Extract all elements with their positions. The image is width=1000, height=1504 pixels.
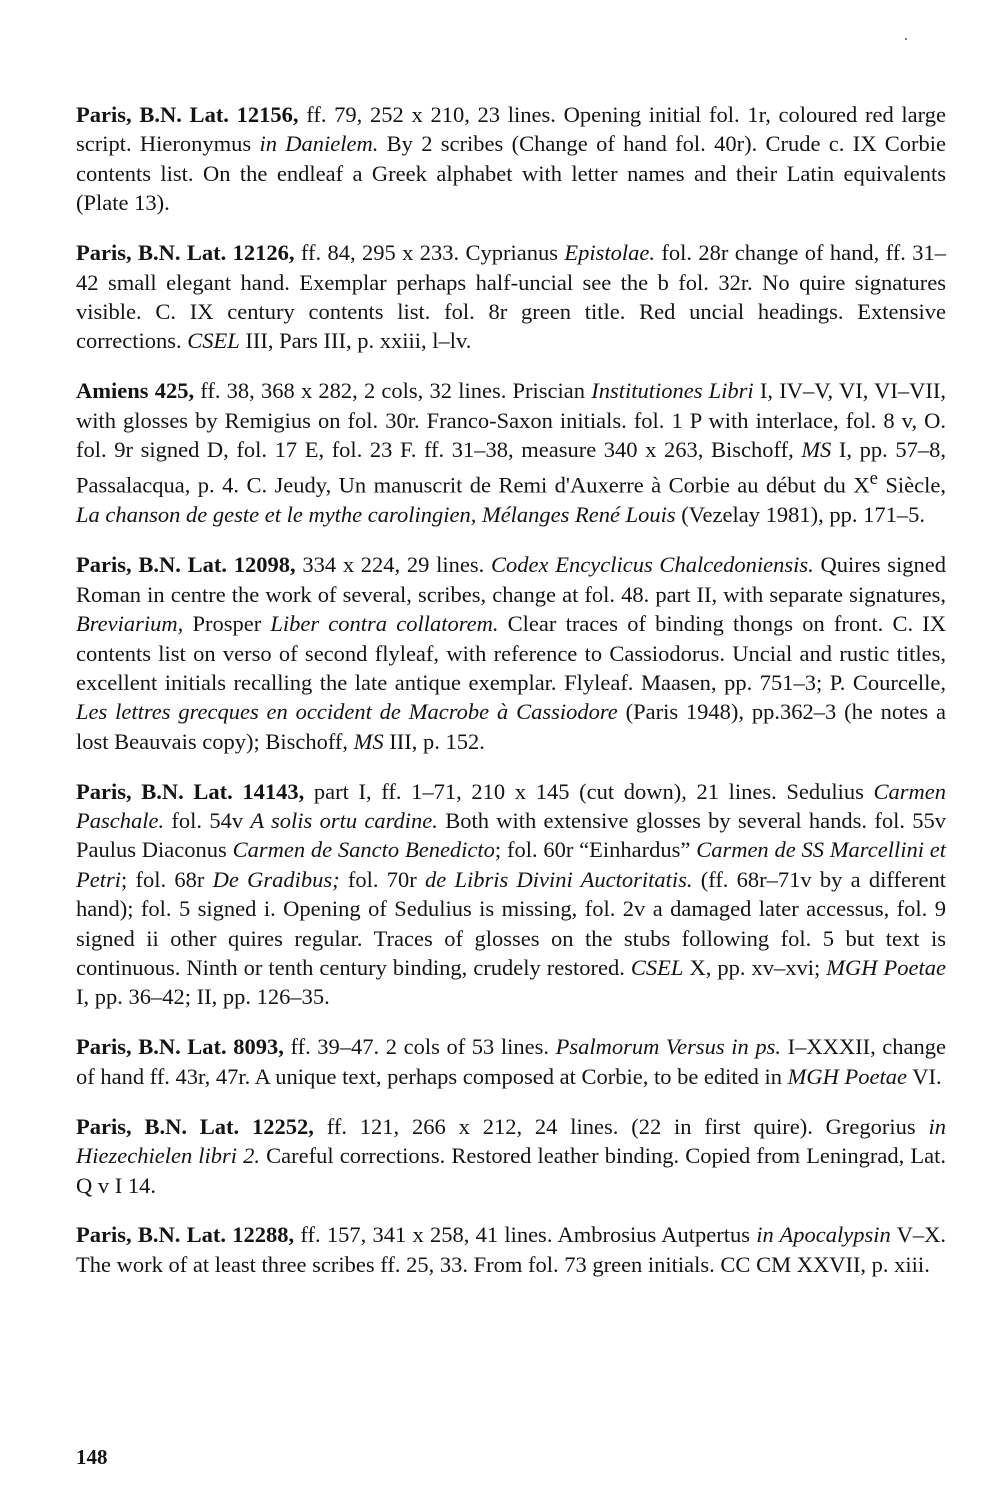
superscript: e xyxy=(869,468,878,490)
entry-text: (Vezelay 1981), pp. 171–5. xyxy=(675,502,925,528)
catalogue-entry xyxy=(76,238,946,356)
italic-title: CSEL xyxy=(187,328,240,354)
italic-title: MGH Poetae xyxy=(826,955,946,981)
shelfmark: Paris, B.N. Lat. 12098, xyxy=(76,552,296,578)
entry-text: ; fol. 60r “Einhardus” xyxy=(494,837,697,863)
entry-text: ff. 79, 252 x 210, 23 lines. Opening initial fol. 1r, coloured red large script. Hieronymus xyxy=(76,102,946,157)
entry-text: 334 x 224, 29 lines. xyxy=(295,552,492,578)
italic-title: Carmen de SS Marcellini et Petri xyxy=(76,837,946,892)
italic-title: CSEL xyxy=(630,955,684,981)
italic-title: de Libris Divini Auctoritatis. xyxy=(425,866,693,892)
entry-text: III, Pars III, p. xxiii, l–lv. xyxy=(239,328,472,354)
catalogue-entry xyxy=(76,1220,946,1279)
italic-title: in Hiezechielen libri 2. xyxy=(76,1113,947,1169)
italic-title: MS xyxy=(353,728,384,754)
shelfmark: Paris, B.N. Lat. 12288, xyxy=(76,1222,295,1248)
shelfmark: Paris, B.N. Lat. 12126, xyxy=(76,240,295,266)
entry-text: ff. 121, 266 x 212, 24 lines. (22 in first quire). Gregorius xyxy=(313,1113,929,1139)
italic-title: Institutiones Libri xyxy=(591,378,754,404)
catalogue-entry xyxy=(76,1032,946,1091)
italic-title: Epistolae. xyxy=(564,240,655,266)
entry-text: (Paris 1948), pp.362–3 (he notes a lost Beauvais copy); Bischoff, xyxy=(76,699,946,754)
entry-text: Both with extensive glosses by several hands. fol. 55v Paulus Diaconus xyxy=(76,808,946,863)
italic-title: in Danielem. xyxy=(259,131,379,157)
entry-text: Clear traces of binding thongs on front. C. IX contents list on verso of second flyleaf, with reference to Cassiodorus. Uncial and rustic titles, excellent initials recalling the late antique exemplar. Flyleaf. Maasen, pp. 751–3; P. Courcelle, xyxy=(76,611,946,695)
entry-text: fol. 54v xyxy=(164,808,251,834)
entry-text: I, pp. 57–8, Passalacqua, p. 4. C. Jeudy, Un manuscrit de Remi d'Auxerre à Corbie au début du X xyxy=(76,437,946,498)
italic-title: Breviarium, xyxy=(76,611,184,637)
shelfmark: Paris, B.N. Lat. 14143, xyxy=(76,778,305,804)
italic-title: La chanson de geste et le mythe carolingien, Mélanges René Louis xyxy=(76,502,676,528)
entry-text: Quires signed Roman in centre the work of several, scribes, change at fol. 48. part II, with separate signatures, xyxy=(76,552,947,607)
catalogue-entry xyxy=(76,376,946,530)
entry-text: Siècle, xyxy=(877,472,946,498)
entry-text: I–XXXII, change of hand ff. 43r, 47r. A unique text, perhaps composed at Corbie, to be edited in xyxy=(76,1034,946,1089)
shelfmark: Paris, B.N. Lat. 12252, xyxy=(76,1113,314,1139)
italic-title: MGH Poetae xyxy=(787,1063,908,1089)
page-body xyxy=(76,100,946,1300)
entry-text: Careful corrections. Restored leather binding. Copied from Leningrad, Lat. Q v I 14. xyxy=(76,1143,946,1198)
entry-text: VI. xyxy=(907,1063,942,1089)
entry-text: part I, ff. 1–71, 210 x 145 (cut down), 21 lines. Sedulius xyxy=(304,778,874,804)
italic-title: De Gradibus; xyxy=(212,866,340,892)
entry-text: III, p. 152. xyxy=(383,728,485,754)
shelfmark: Amiens 425, xyxy=(76,378,195,404)
italic-title: Liber contra collatorem. xyxy=(270,611,499,637)
entry-text: V–X. The work of at least three scribes ff. 25, 33. From fol. 73 green initials. CC CM XXVII, p. xiii. xyxy=(76,1222,946,1277)
entry-text: fol. 28r change of hand, ff. 31–42 small elegant hand. Exemplar perhaps half-uncial see the b fol. 32r. No quire signatures visible. C. IX century contents list. fol. 8r green title. Red uncial headings. Extensive corrections. xyxy=(76,240,946,354)
entry-text: (ff. 68r–71v by a different hand); fol. 5 signed i. Opening of Sedulius is missing, fol. 2v a damaged later accessus, fol. 9 signed ii other quires regular. Traces of glosses on the stubs following fol. 5 but text is continuous. Ninth or tenth century binding, crudely restored. xyxy=(76,866,946,981)
catalogue-entry xyxy=(76,100,946,218)
entry-text: ff. 39–47. 2 cols of 53 lines. xyxy=(283,1034,556,1060)
entry-text: ff. 84, 295 x 233. Cyprianus xyxy=(294,240,565,266)
entry-text: X, pp. xv–xvi; xyxy=(683,955,827,981)
entry-text: fol. 70r xyxy=(339,866,425,892)
entry-text: ff. 157, 341 x 258, 41 lines. Ambrosius Autpertus xyxy=(294,1222,757,1248)
italic-title: Psalmorum Versus in ps. xyxy=(555,1034,781,1060)
shelfmark: Paris, B.N. Lat. 8093, xyxy=(76,1034,284,1060)
entry-text: By 2 scribes (Change of hand fol. 40r). Crude c. IX Corbie contents list. On the endleaf a Greek alphabet with letter names and their Latin equivalents (Plate 13). xyxy=(76,131,946,216)
italic-title: A solis ortu cardine. xyxy=(250,808,438,834)
paper-speck xyxy=(905,38,907,40)
entry-text: ff. 38, 368 x 282, 2 cols, 32 lines. Priscian xyxy=(194,378,592,404)
italic-title: Les lettres grecques en occident de Macrobe à Cassiodore xyxy=(76,699,618,725)
entry-text: Prosper xyxy=(183,611,271,637)
entry-text: I, pp. 36–42; II, pp. 126–35. xyxy=(76,984,330,1010)
italic-title: Carmen de Sancto Benedicto xyxy=(232,837,495,863)
entry-text: ; fol. 68r xyxy=(121,866,213,892)
italic-title: Carmen Paschale. xyxy=(76,778,947,834)
catalogue-entry xyxy=(76,1112,946,1200)
italic-title: MS xyxy=(801,437,832,463)
page-number: 148 xyxy=(76,1445,108,1469)
italic-title: Codex Encyclicus Chalcedoniensis. xyxy=(491,552,814,578)
entry-text: I, IV–V, VI, VI–VII, with glosses by Remigius on fol. 30r. Franco-Saxon initials. fol. 1 P with interlace, fol. 8 v, O. fol. 9r signed D, fol. 17 E, fol. 23 F. ff. 31–38, measure 340 x 263, Bischoff, xyxy=(76,378,946,463)
italic-title: in Apocalypsin xyxy=(756,1222,891,1248)
shelfmark: Paris, B.N. Lat. 12156, xyxy=(76,102,299,127)
catalogue-entry xyxy=(76,550,946,756)
catalogue-entry xyxy=(76,777,946,1012)
